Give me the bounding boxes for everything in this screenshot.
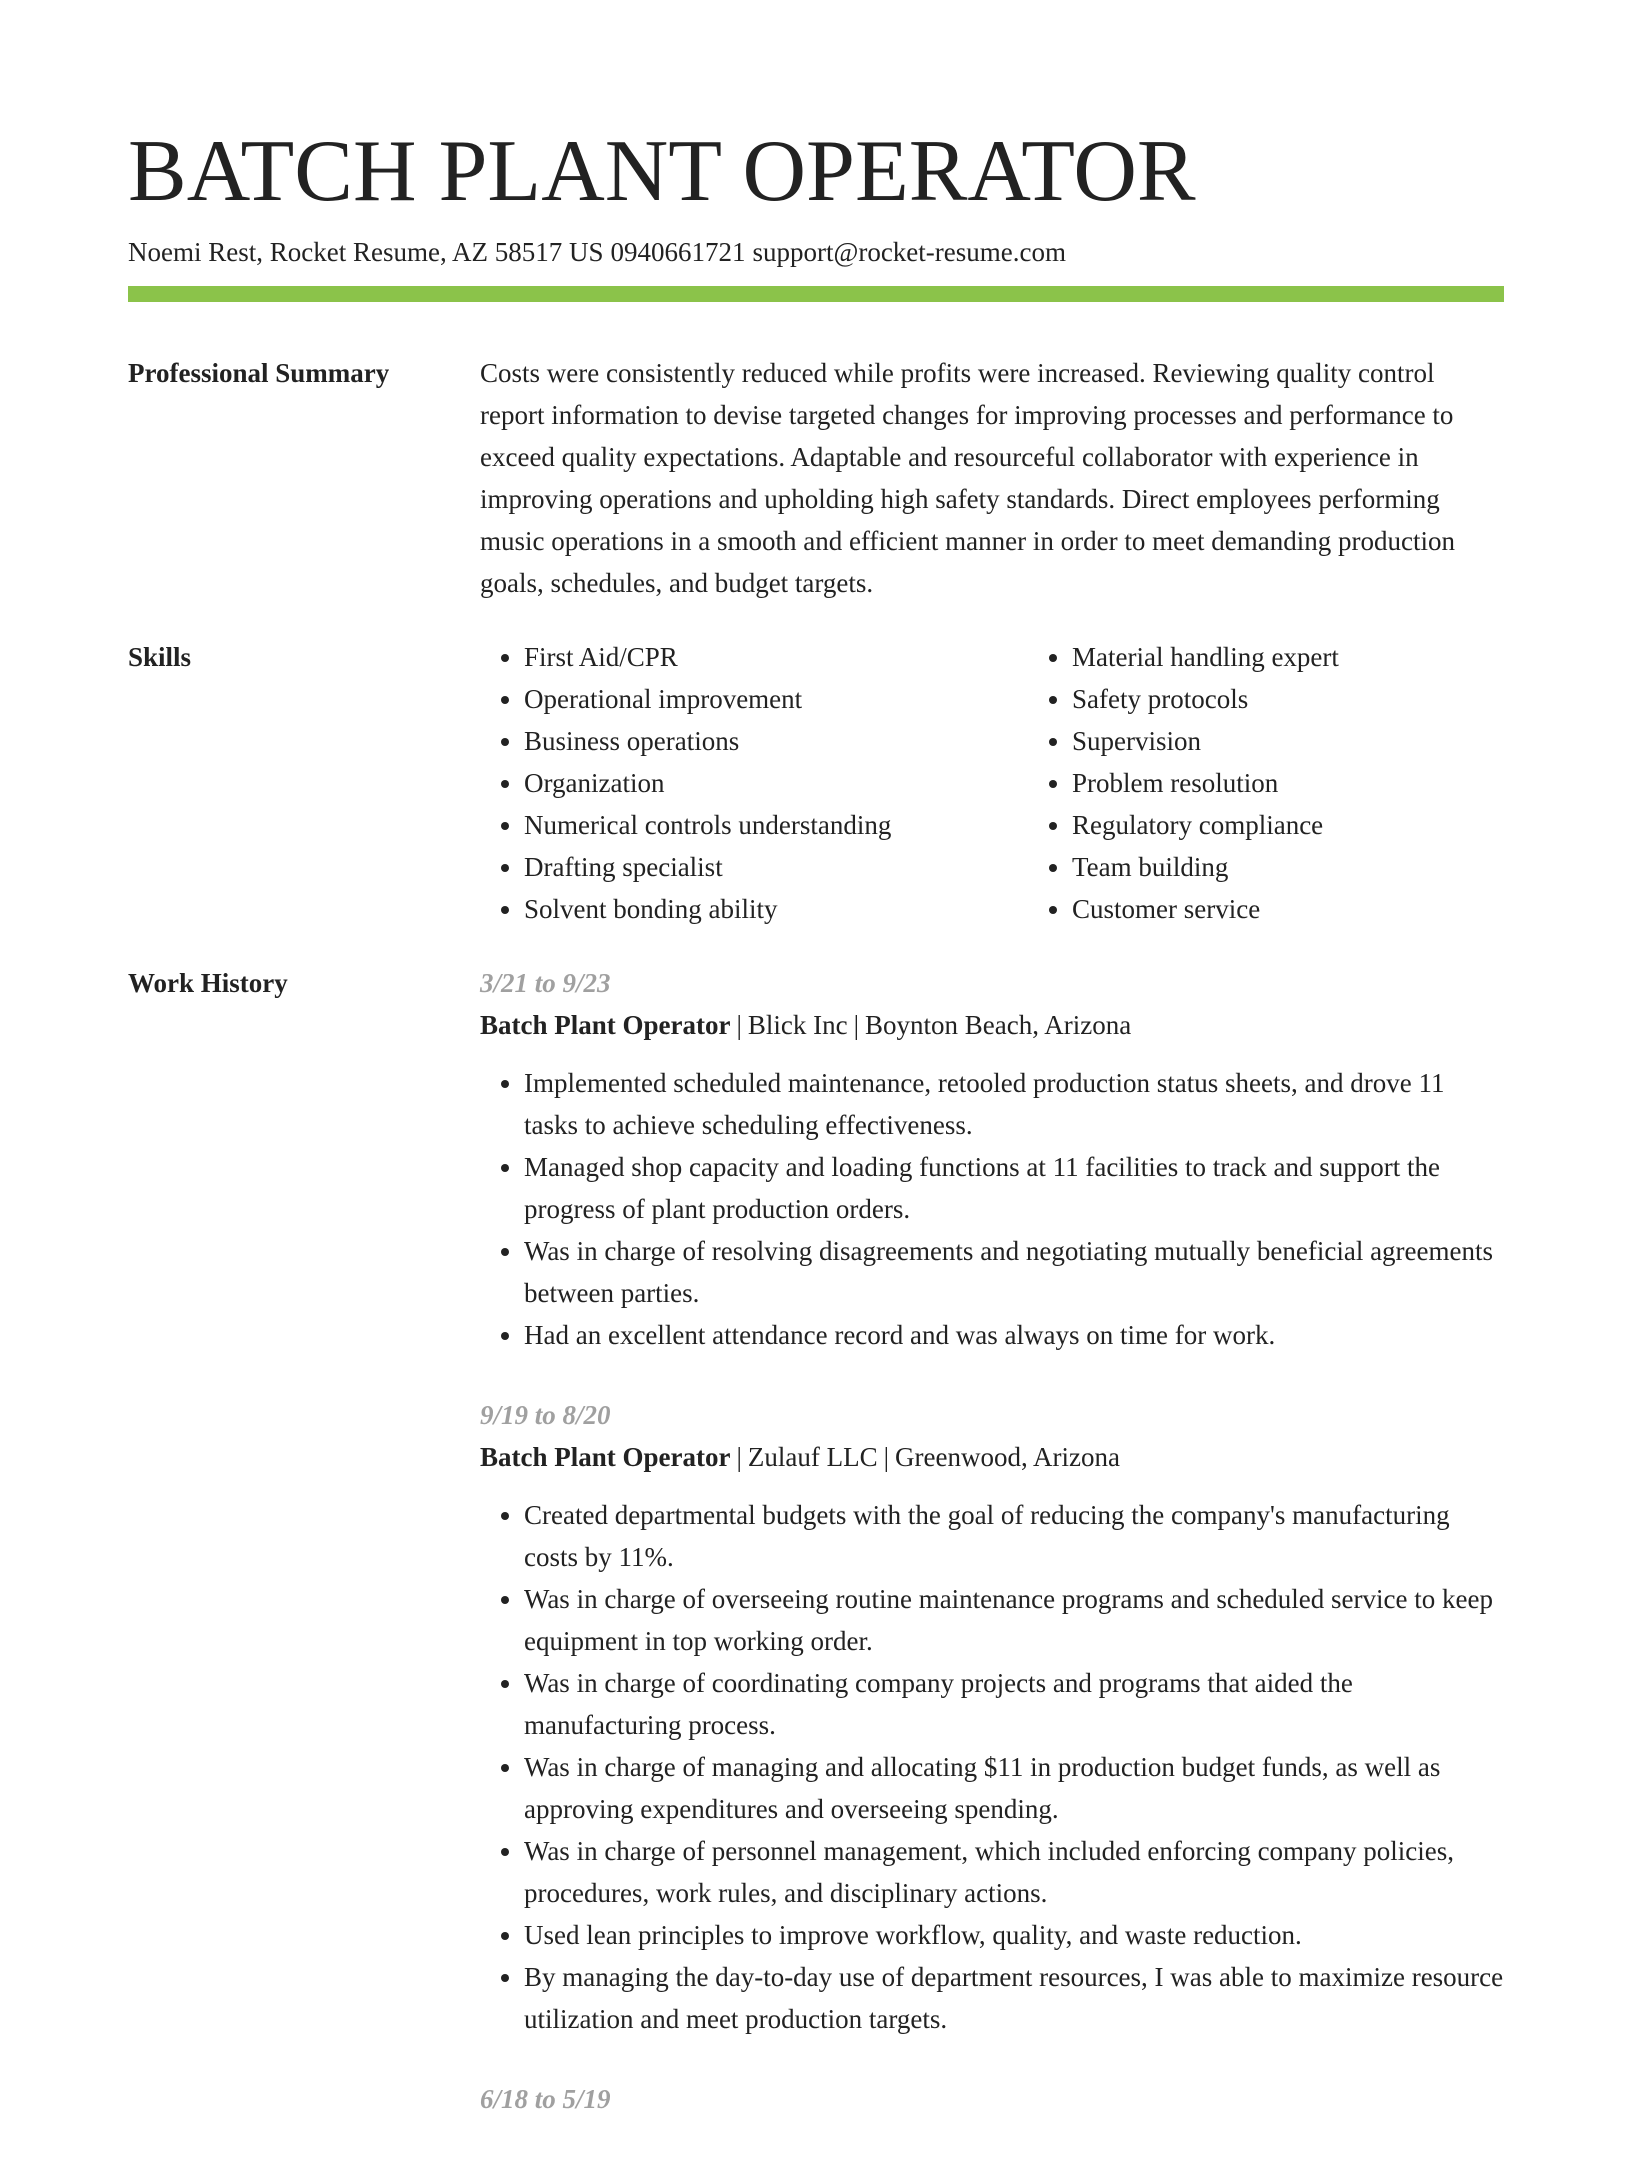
header-divider: [128, 286, 1504, 302]
job-bullet: • Created departmental budgets with the goal of reducing the company's manufacturing costs by 11%.: [524, 1494, 1504, 1578]
skills-grid: [480, 636, 1504, 930]
contact-line: [128, 234, 1504, 270]
skill-item: • Customer service: [1072, 888, 1500, 930]
job-company: Zulauf LLC: [747, 1442, 878, 1472]
separator: |: [736, 1010, 742, 1040]
skill-item: • Organization: [524, 762, 1028, 804]
job-location: Greenwood, Arizona: [895, 1442, 1120, 1472]
section-title-summary: Professional Summary: [128, 358, 390, 388]
section-title-work-history: Work History: [128, 968, 288, 998]
resume-page: [128, 120, 1504, 2158]
job-heading: [480, 1436, 1504, 1478]
job-dates: 6/18 to 5/19: [480, 2084, 611, 2114]
skill-item: • Supervision: [1072, 720, 1500, 762]
job-bullet: • Was in charge of resolving disagreements and negotiating mutually beneficial agreements between parties.: [524, 1230, 1504, 1314]
skill-item: • First Aid/CPR: [524, 636, 1028, 678]
job-bullets: [480, 1062, 1504, 1356]
skills-list-left: [480, 636, 1028, 930]
job-entry: [480, 2078, 1504, 2120]
job-bullet: • Was in charge of managing and allocating $11 in production budget funds, as well as approving expenditures and overseeing spending.: [524, 1746, 1504, 1830]
skill-item: • Problem resolution: [1072, 762, 1500, 804]
summary-text: Costs were consistently reduced while profits were increased. Reviewing quality control report information to devise targeted changes for improving processes and performance to exceed quality expectations. Adaptable and resourceful collaborator with experience in improving operations and upholding high safety standards. Direct employees performing music operations in a smooth and efficient manner in order to meet demanding production goals, schedules, and budget targets.: [480, 358, 1455, 598]
job-bullet: • Was in charge of overseeing routine maintenance programs and scheduled service to keep equipment in top working order.: [524, 1578, 1504, 1662]
job-bullet: • Was in charge of personnel management, which included enforcing company policies, procedures, work rules, and disciplinary actions.: [524, 1830, 1504, 1914]
skills-list-right: [1028, 636, 1500, 930]
summary-section: [128, 352, 1504, 604]
job-bullet: • Managed shop capacity and loading functions at 11 facilities to track and support the progress of plant production orders.: [524, 1146, 1504, 1230]
work-history-section: [128, 962, 1504, 2158]
resume-name-heading: BATCH PLANT OPERATOR: [128, 123, 1196, 220]
contact-address: Noemi Rest, Rocket Resume, AZ 58517 US: [128, 237, 604, 267]
job-bullet: • Used lean principles to improve workflow, quality, and waste reduction.: [524, 1914, 1504, 1956]
job-title: Batch Plant Operator: [480, 1442, 731, 1472]
skill-item: • Business operations: [524, 720, 1028, 762]
skill-item: • Numerical controls understanding: [524, 804, 1028, 846]
job-dates: 3/21 to 9/23: [480, 968, 611, 998]
job-entry: [480, 962, 1504, 1356]
contact-phone: 0940661721: [610, 237, 746, 267]
section-title-skills: Skills: [128, 642, 192, 672]
separator: |: [883, 1442, 889, 1472]
skill-item: • Material handling expert: [1072, 636, 1500, 678]
separator: |: [736, 1442, 742, 1472]
job-bullets: [480, 1494, 1504, 2040]
skill-item: • Solvent bonding ability: [524, 888, 1028, 930]
skill-item: • Operational improvement: [524, 678, 1028, 720]
skill-item: • Drafting specialist: [524, 846, 1028, 888]
job-title: Batch Plant Operator: [480, 1010, 731, 1040]
job-list: [480, 962, 1504, 2158]
skill-item: • Regulatory compliance: [1072, 804, 1500, 846]
job-dates: 9/19 to 8/20: [480, 1400, 611, 1430]
job-bullet: • Implemented scheduled maintenance, retooled production status sheets, and drove 11 tasks to achieve scheduling effectiveness.: [524, 1062, 1504, 1146]
job-bullet: • Was in charge of coordinating company projects and programs that aided the manufacturing process.: [524, 1662, 1504, 1746]
separator: |: [853, 1010, 860, 1040]
contact-email: support@rocket-resume.com: [752, 237, 1066, 267]
job-heading: [480, 1004, 1504, 1046]
skill-item: • Safety protocols: [1072, 678, 1500, 720]
skill-item: • Team building: [1072, 846, 1500, 888]
job-company: Blick Inc: [747, 1010, 848, 1040]
skills-section: [128, 636, 1504, 930]
job-bullet: • By managing the day-to-day use of department resources, I was able to maximize resource utilization and meet production targets.: [524, 1956, 1504, 2040]
job-entry: [480, 1394, 1504, 2040]
job-location: Boynton Beach, Arizona: [865, 1010, 1132, 1040]
job-bullet: • Had an excellent attendance record and was always on time for work.: [524, 1314, 1504, 1356]
